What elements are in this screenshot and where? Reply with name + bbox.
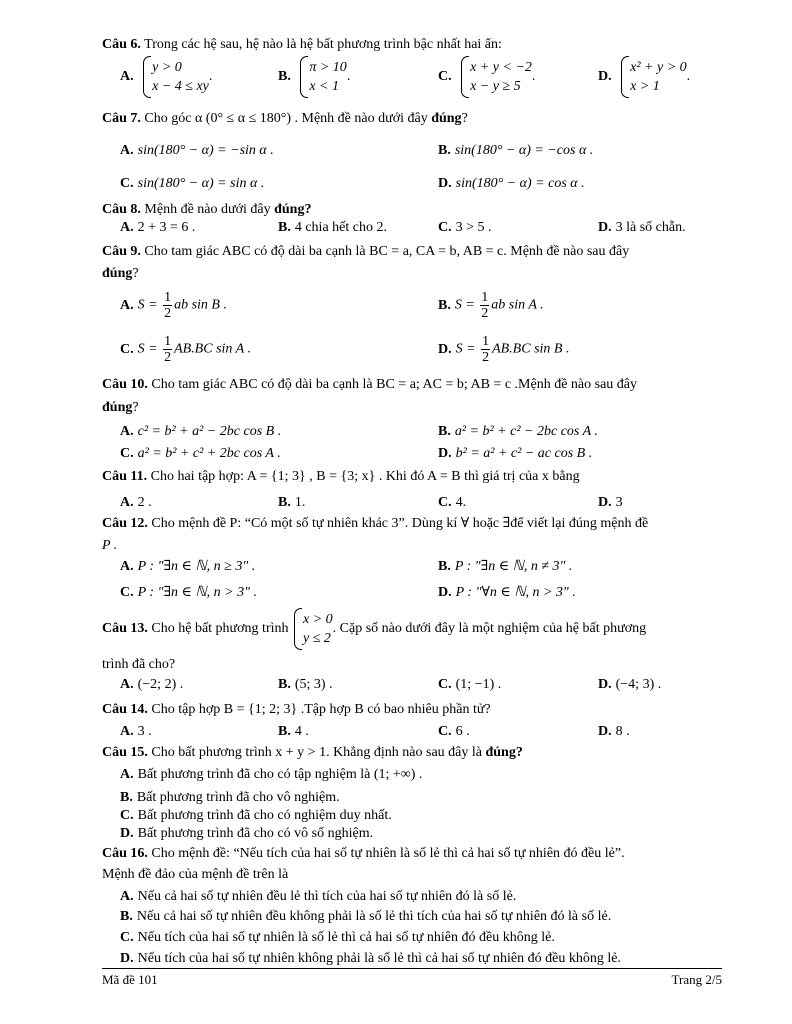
- option-b[interactable]: B. P : "∃n ∈ ℕ, n ≠ 3" .: [438, 559, 573, 574]
- question-13: Câu 13. Cho hệ bất phương trình x > 0 y ≤ 2 . Cặp số nào dưới đây là một nghiệm của hệ bất phương: [102, 610, 646, 648]
- option-c[interactable]: C. P : "∃n ∈ ℕ, n > 3" .: [120, 585, 257, 600]
- option-d[interactable]: D. 8 .: [598, 724, 630, 739]
- fraction: $\frac{1}{2}$: [164, 290, 172, 321]
- question-number: Câu 7.: [102, 111, 141, 126]
- option-c[interactable]: C. S = $\frac{1}{2}$ AB.BC sin A .: [120, 334, 251, 365]
- option-d[interactable]: D. 3 là số chẵn.: [598, 220, 686, 235]
- option-a[interactable]: A. c² = b² + a² − 2bc cos B .: [120, 424, 282, 439]
- option-a[interactable]: A. sin(180° − α) = −sin α .: [120, 143, 274, 158]
- page-number: Trang 2/5: [671, 972, 722, 987]
- option-d[interactable]: D. S = $\frac{1}{2}$ AB.BC sin B .: [438, 334, 570, 365]
- question-11: Câu 11. Cho hai tập hợp: A = {1; 3} , B = {3; x} . Khi đó A = B thì giá trị của x bằng: [102, 469, 580, 484]
- option-c[interactable]: C. a² = b² + c² + 2bc cos A .: [120, 446, 281, 461]
- question-number: Câu 6.: [102, 37, 141, 52]
- option-b[interactable]: B. π > 10 x < 1 .: [278, 58, 350, 96]
- option-d[interactable]: D. Nếu tích của hai số tự nhiên không phải là số lẻ thì cả hai số tự nhiên đó đều không lẻ.: [120, 951, 621, 966]
- question-15: Câu 15. Cho bất phương trình x + y > 1. Khẳng định nào sau đây là đúng?: [102, 745, 523, 760]
- inequality-system: x² + y > 0 x > 1: [621, 58, 687, 96]
- option-a[interactable]: A. Nếu cả hai số tự nhiên đều lẻ thì tích của hai số tự nhiên đó là số lẻ.: [120, 889, 517, 904]
- question-7: Câu 7. Cho góc α (0° ≤ α ≤ 180°) . Mệnh đề nào dưới đây đúng?: [102, 111, 468, 126]
- option-b[interactable]: B. Nếu cả hai số tự nhiên đều không phải là số lẻ thì tích của hai số tự nhiên đó là số lẻ.: [120, 909, 612, 924]
- option-a[interactable]: A. 2 .: [120, 495, 152, 510]
- option-d[interactable]: D. x² + y > 0 x > 1 .: [598, 58, 690, 96]
- option-a[interactable]: A. 3 .: [120, 724, 152, 739]
- option-a[interactable]: A. P : "∃n ∈ ℕ, n ≥ 3" .: [120, 559, 256, 574]
- option-b[interactable]: B. 4 .: [278, 724, 309, 739]
- option-b[interactable]: B. 1.: [278, 495, 306, 510]
- option-d[interactable]: D. P : "∀n ∈ ℕ, n > 3" .: [438, 585, 576, 600]
- question-10: Câu 10. Cho tam giác ABC có độ dài ba cạnh là BC = a; AC = b; AB = c .Mệnh đề nào sau đây: [102, 377, 638, 392]
- option-d[interactable]: D. b² = a² + c² − ac cos B .: [438, 446, 593, 461]
- fraction: $\frac{1}{2}$: [482, 334, 490, 365]
- question-9: Câu 9. Cho tam giác ABC có độ dài ba cạnh là BC = a, CA = b, AB = c. Mệnh đề nào sau đây: [102, 244, 630, 259]
- inequality-system: y > 0 x − 4 ≤ xy: [143, 58, 209, 96]
- option-b[interactable]: B. 4 chia hết cho 2.: [278, 220, 387, 235]
- inequality-system: x > 0 y ≤ 2: [294, 610, 333, 648]
- inequality-system: x + y < −2 x − y ≥ 5: [461, 58, 532, 96]
- option-a[interactable]: A. S = $\frac{1}{2}$ ab sin B .: [120, 290, 227, 321]
- footer-divider: [102, 968, 722, 969]
- option-c[interactable]: C. Bất phương trình đã cho có nghiệm duy nhất.: [120, 808, 392, 823]
- inequality-system: π > 10 x < 1: [300, 58, 346, 96]
- question-text: Trong các hệ sau, hệ nào là hệ bất phương trình bậc nhất hai ẩn:: [144, 37, 502, 52]
- option-b[interactable]: B. (5; 3) .: [278, 677, 333, 692]
- option-a[interactable]: A. Bất phương trình đã cho có tập nghiệm là (1; +∞) .: [120, 767, 423, 782]
- question-14: Câu 14. Cho tập hợp B = {1; 2; 3} .Tập hợp B có bao nhiêu phần tử?: [102, 702, 491, 717]
- option-c[interactable]: C. x + y < −2 x − y ≥ 5 .: [438, 58, 535, 96]
- option-a[interactable]: A. (−2; 2) .: [120, 677, 184, 692]
- option-b[interactable]: B. S = $\frac{1}{2}$ ab sin A .: [438, 290, 544, 321]
- option-a[interactable]: A. y > 0 x − 4 ≤ xy .: [120, 58, 212, 96]
- option-d[interactable]: D. sin(180° − α) = cos α .: [438, 176, 585, 191]
- option-c[interactable]: C. sin(180° − α) = sin α .: [120, 176, 265, 191]
- option-c[interactable]: C. 6 .: [438, 724, 470, 739]
- question-16: Câu 16. Cho mệnh đề: “Nếu tích của hai số tự nhiên là số lẻ thì cả hai số tự nhiên đó đều lẻ”.: [102, 846, 625, 861]
- question-6: [102, 36, 502, 53]
- exam-code: Mã đề 101: [102, 972, 158, 987]
- option-c[interactable]: C. 4.: [438, 495, 467, 510]
- option-d[interactable]: D. 3: [598, 495, 623, 510]
- option-a[interactable]: A. 2 + 3 = 6 .: [120, 220, 196, 235]
- option-c[interactable]: C. (1; −1) .: [438, 677, 502, 692]
- option-c[interactable]: C. Nếu tích của hai số tự nhiên là số lẻ thì cả hai số tự nhiên đó đều không lẻ.: [120, 930, 555, 945]
- fraction: $\frac{1}{2}$: [481, 290, 489, 321]
- option-b[interactable]: B. a² = b² + c² − 2bc cos A .: [438, 424, 598, 439]
- fraction: $\frac{1}{2}$: [164, 334, 172, 365]
- option-d[interactable]: D. Bất phương trình đã cho có vô số nghiệm.: [120, 826, 374, 841]
- question-8: Câu 8. Mệnh đề nào dưới đây đúng?: [102, 202, 312, 217]
- option-b[interactable]: B. sin(180° − α) = −cos α .: [438, 143, 594, 158]
- option-b[interactable]: B. Bất phương trình đã cho vô nghiệm.: [120, 790, 340, 805]
- option-d[interactable]: D. (−4; 3) .: [598, 677, 662, 692]
- option-c[interactable]: C. 3 > 5 .: [438, 220, 492, 235]
- question-12: Câu 12. Cho mệnh đề P: “Có một số tự nhiên khác 3”. Dùng kí ∀ hoặc ∃để viết lại đúng mệnh đề: [102, 516, 649, 531]
